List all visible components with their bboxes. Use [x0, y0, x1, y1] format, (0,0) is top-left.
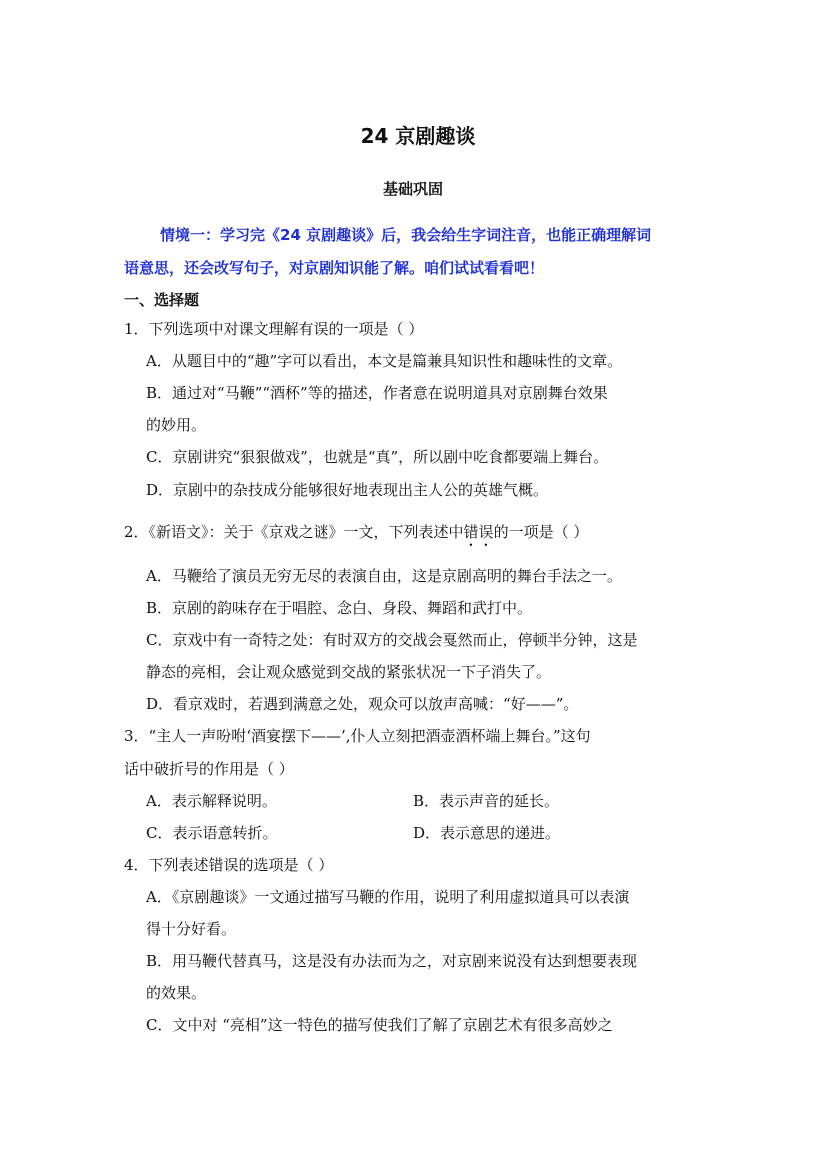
- scenario-line-1: 情境一：学习完《24 京剧趣谈》后，我会给生字词注音，也能正确理解词: [160, 226, 652, 244]
- question-4-option-b-cont: 的效果。: [146, 984, 207, 1002]
- section-heading: 一、选择题: [124, 291, 200, 309]
- question-1-option-a: A．从题目中的“趣”字可以看出，本文是篇兼具知识性和趣味性的文章。: [146, 352, 623, 370]
- question-4-option-a: A．《京剧趣谈》一文通过描写马鞭的作用，说明了利用虚拟道具可以表演: [146, 888, 630, 906]
- question-3-stem: 3．“主人一声吩咐‘酒宴摆下——’,仆人立刻把酒壶酒杯端上舞台。”这句: [124, 727, 591, 745]
- question-2-option-b: B．京剧的韵味存在于唱腔、念白、身段、舞蹈和武打中。: [146, 599, 533, 617]
- question-3-option-b: B．表示声音的延长。: [413, 792, 560, 810]
- question-1-option-d: D．京剧中的杂技成分能够很好地表现出主人公的英雄气概。: [146, 481, 549, 499]
- question-2-stem-emphasis: 错误: [463, 523, 494, 541]
- page-title: 24 京剧趣谈: [360, 124, 476, 148]
- question-4-option-b: B．用马鞭代替真马，这是没有办法而为之，对京剧来说没有达到想要表现: [146, 952, 638, 970]
- question-4-option-c: C．文中对 “亮相”这一特色的描写使我们了解了京剧艺术有很多高妙之: [146, 1016, 613, 1034]
- question-1-option-c: C．京剧讲究“狠狠做戏”，也就是“真”，所以剧中吃食都要端上舞台。: [146, 448, 609, 466]
- question-2-stem: [124, 521, 588, 550]
- question-1-stem: 1．下列选项中对课文理解有误的一项是（ ）: [124, 320, 424, 338]
- question-2-stem-after: 的一项是（ ）: [493, 523, 589, 541]
- question-4-option-a-cont: 得十分好看。: [146, 920, 237, 938]
- question-3-option-a: A．表示解释说明。: [146, 792, 277, 810]
- section-subtitle: 基础巩固: [382, 180, 443, 198]
- question-2-option-a: A．马鞭给了演员无穷无尽的表演自由，这是京剧高明的舞台手法之一。: [146, 567, 622, 585]
- question-1-option-b-cont: 的妙用。: [146, 416, 207, 434]
- scenario-line-2: 语意思，还会改写句子，对京剧知识能了解。咱们试试看看吧！: [124, 259, 545, 277]
- question-3-option-d: D．表示意思的递进。: [413, 824, 561, 842]
- question-3-option-c: C．表示语意转折。: [146, 824, 278, 842]
- question-1-option-b: B．通过对“马鞭”“酒杯”等的描述，作者意在说明道具对京剧舞台效果: [146, 384, 608, 402]
- question-4-stem: 4．下列表述错误的选项是（ ）: [124, 856, 334, 874]
- question-2-option-c-cont: 静态的亮相，会让观众感觉到交战的紧张状况一下子消失了。: [146, 663, 552, 681]
- question-3-stem-cont: 话中破折号的作用是（ ）: [124, 760, 294, 778]
- question-2-option-c: C．京戏中有一奇特之处：有时双方的交战会戛然而止，停顿半分钟，这是: [146, 631, 638, 649]
- question-2-option-d: D．看京戏时，若遇到满意之处，观众可以放声高喊：“好——”。: [146, 695, 579, 713]
- question-2-stem-before: 2．《新语文》：关于《京戏之谜》一文，下列表述中: [124, 523, 464, 541]
